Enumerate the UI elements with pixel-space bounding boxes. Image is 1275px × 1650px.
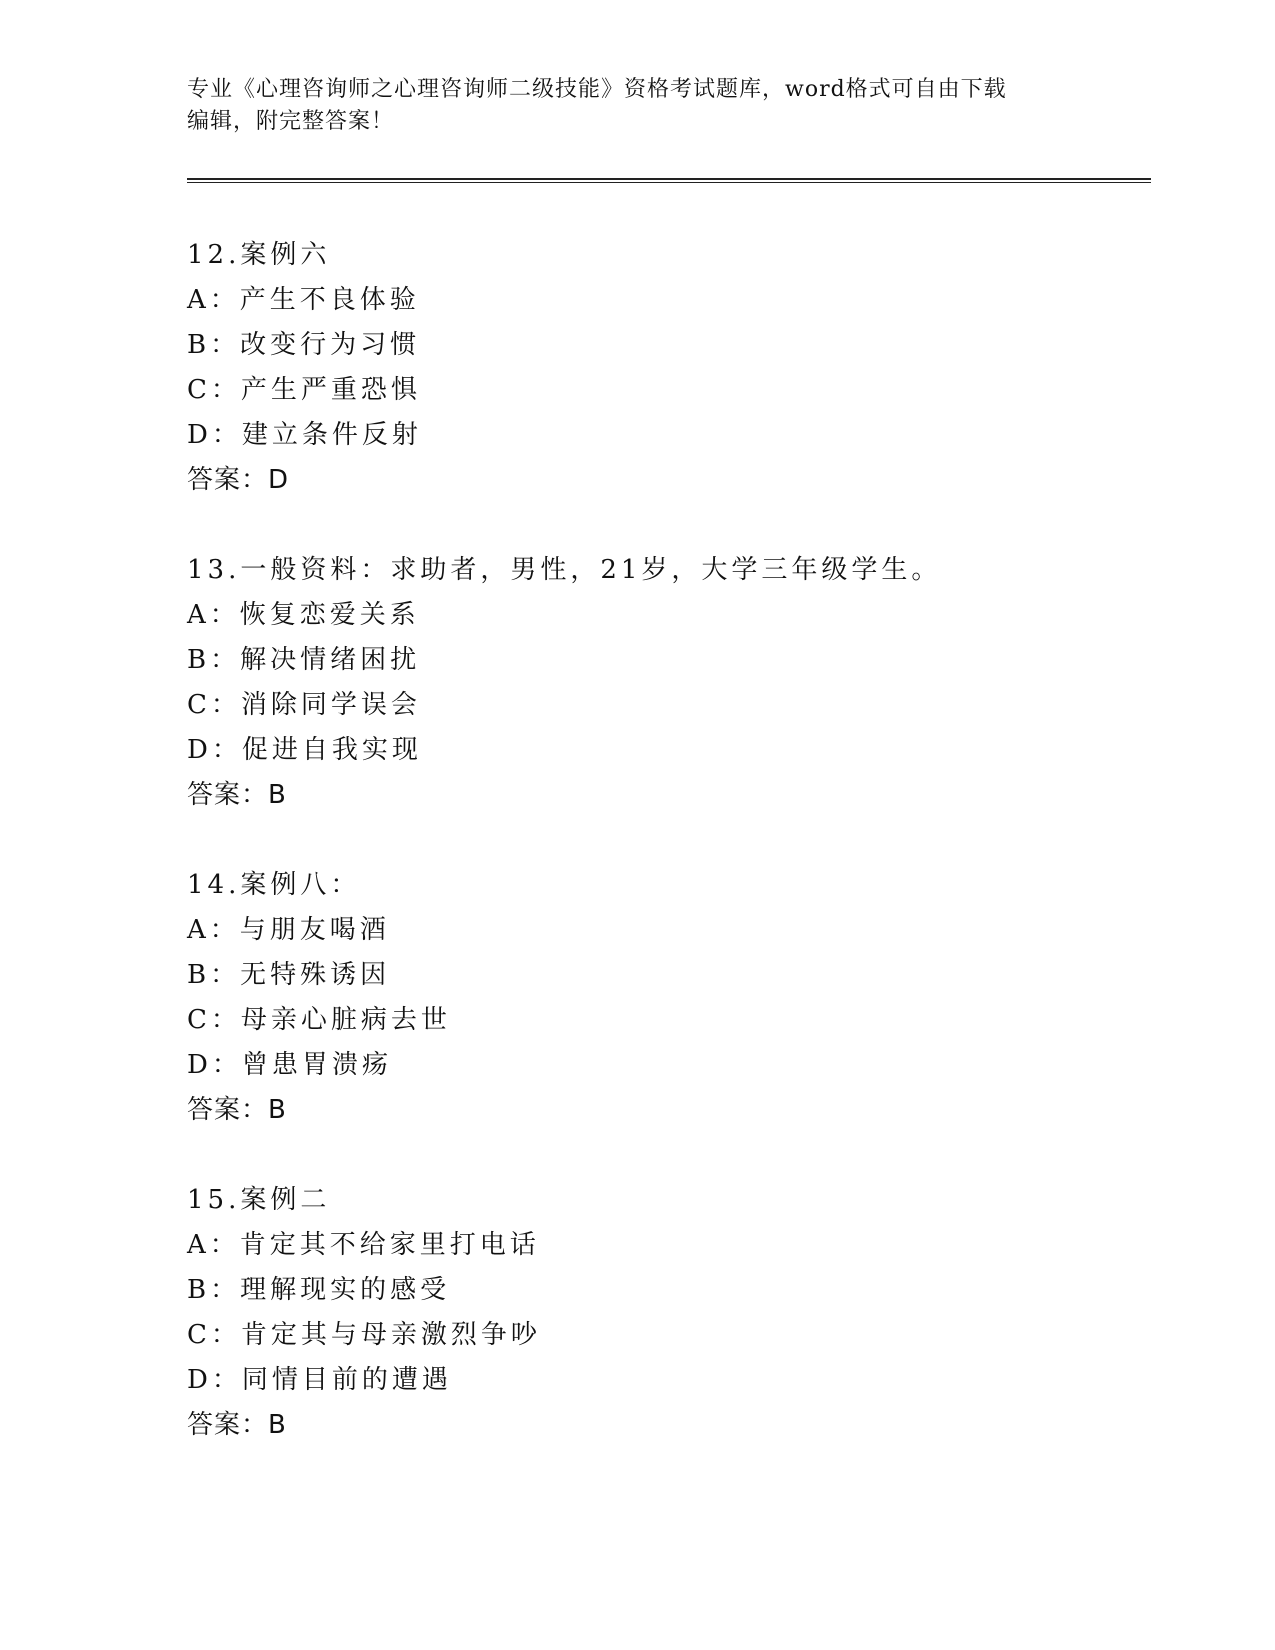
option-d: D：促进自我实现 — [187, 735, 422, 765]
option-b: B：改变行为习惯 — [187, 330, 421, 360]
question-12 — [187, 233, 1167, 503]
header-line-2: 编辑，附完整答案！ — [187, 109, 395, 134]
option-c: C：肯定其与母亲激烈争吵 — [187, 1320, 541, 1350]
question-13 — [187, 548, 1167, 818]
question-stem: 15.案例二 — [187, 1185, 331, 1215]
option-d: D：曾患胃溃疡 — [187, 1050, 392, 1080]
option-c: C：产生严重恐惧 — [187, 375, 421, 405]
header-divider — [187, 178, 1151, 183]
answer-line: 答案：B — [187, 780, 287, 810]
option-a: A：产生不良体验 — [187, 285, 420, 315]
header-line-1: 专业《心理咨询师之心理咨询师二级技能》资格考试题库，word格式可自由下载 — [187, 77, 1007, 102]
question-stem: 12.案例六 — [187, 240, 331, 270]
question-stem: 14.案例八： — [187, 870, 361, 900]
question-stem: 13.一般资料：求助者，男性，21岁，大学三年级学生。 — [187, 555, 942, 585]
option-a: A：肯定其不给家里打电话 — [187, 1230, 540, 1260]
document-header — [187, 74, 1087, 138]
option-b: B：无特殊诱因 — [187, 960, 391, 990]
answer-line: 答案：B — [187, 1410, 287, 1440]
option-d: D：同情目前的遭遇 — [187, 1365, 452, 1395]
option-b: B：解决情绪困扰 — [187, 645, 421, 675]
option-b: B：理解现实的感受 — [187, 1275, 451, 1305]
option-c: C：母亲心脏病去世 — [187, 1005, 451, 1035]
question-15 — [187, 1178, 1167, 1448]
option-a: A：恢复恋爱关系 — [187, 600, 420, 630]
question-14 — [187, 863, 1167, 1133]
answer-line: 答案：B — [187, 1095, 287, 1125]
answer-line: 答案：D — [187, 465, 290, 495]
option-a: A：与朋友喝酒 — [187, 915, 390, 945]
option-d: D：建立条件反射 — [187, 420, 422, 450]
option-c: C：消除同学误会 — [187, 690, 421, 720]
